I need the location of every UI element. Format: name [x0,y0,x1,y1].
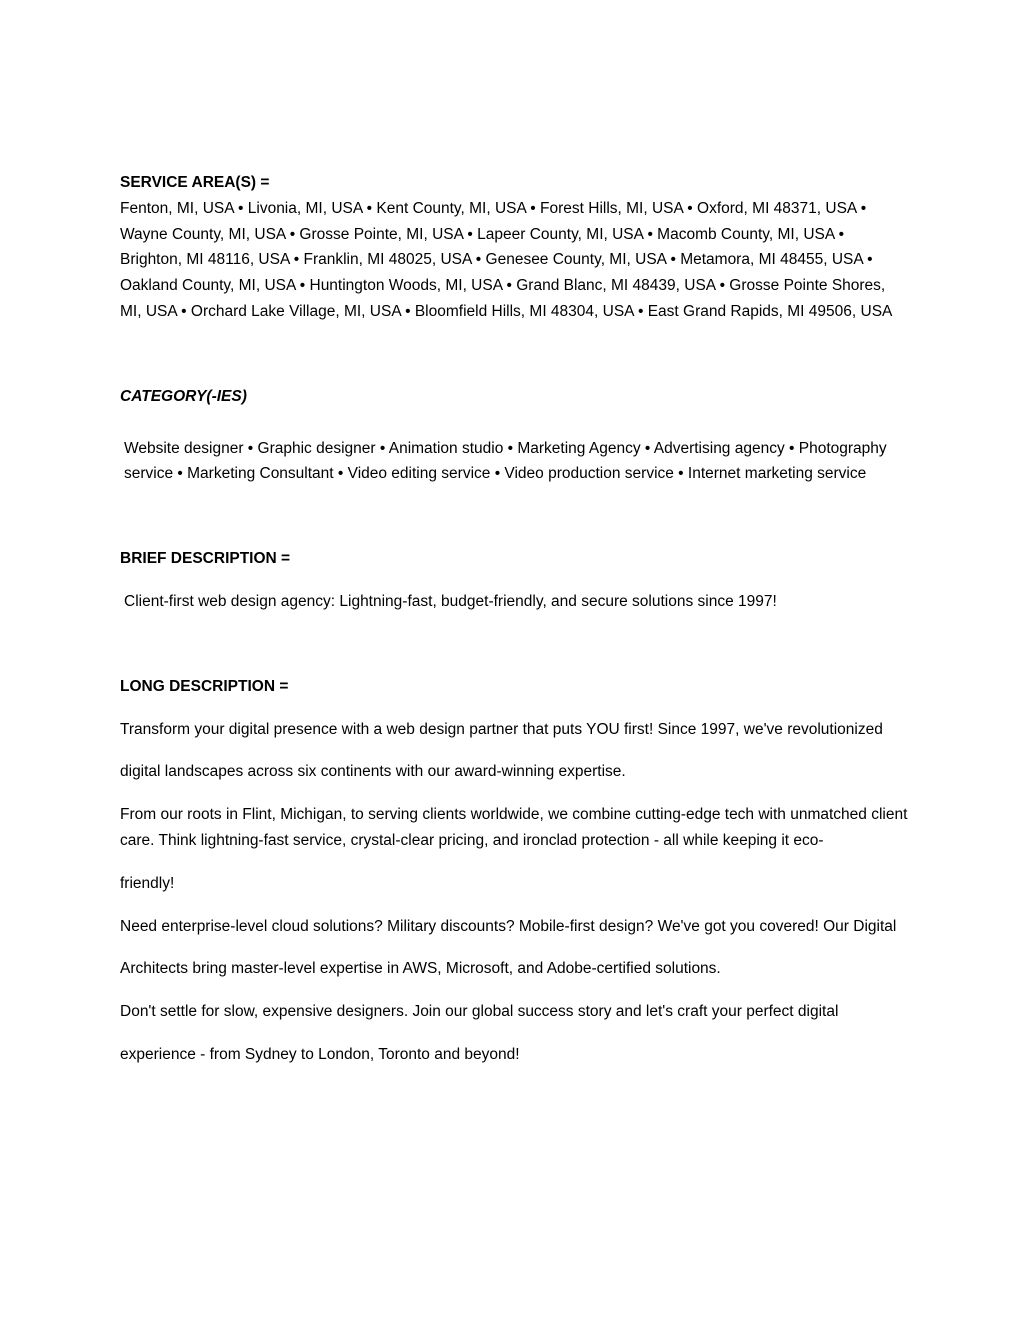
document-content [120,170,910,1068]
long-description-paragraph: experience - from Sydney to London, Toronto and beyond! [120,1045,520,1063]
service-area-section [120,170,910,325]
long-description-paragraph: Don't settle for slow, expensive designers. Join our global success story and let's craft your perfect digital [120,1003,839,1021]
long-description-paragraph: Transform your digital presence with a web design partner that puts YOU first! Since 1997, we've revolutionized [120,720,883,738]
long-description-section [120,674,910,1068]
service-area-heading: SERVICE AREA(S) = [120,174,270,191]
category-text: Website designer • Graphic designer • Animation studio • Marketing Agency • Advertising agency • Photography service • Marketing Consultant • Video editing service • Video production service • Internet marketing service [124,439,887,483]
brief-description-heading: BRIEF DESCRIPTION = [120,550,291,568]
service-area-text: Fenton, MI, USA • Livonia, MI, USA • Kent County, MI, USA • Forest Hills, MI, USA • Oxford, MI 48371, USA • Wayne County, MI, USA • Grosse Pointe, MI, USA • Lapeer County, MI, USA • Macomb County, MI, USA • Brighton, MI 48116, USA • Franklin, MI 48025, USA • Genesee County, MI, USA • Metamora, MI 48455, USA • Oakland County, MI, USA • Huntington Woods, MI, USA • Grand Blanc, MI 48439, USA • Grosse Pointe Shores, MI, USA • Orchard Lake Village, MI, USA • Bloomfield Hills, MI 48304, USA • East Grand Rapids, MI 49506, USA [120,199,893,320]
long-description-heading: LONG DESCRIPTION = [120,677,289,695]
long-description-paragraph: From our roots in Flint, Michigan, to serving clients worldwide, we combine cutting-edge tech with unmatched client care. Think lightning-fast service, crystal-clear pricing, and ironclad protection - all while keeping it eco- [120,806,908,849]
long-description-paragraph: digital landscapes across six continents with our award-winning expertise. [120,763,626,781]
category-heading: CATEGORY(-IES) [120,387,247,405]
long-description-paragraph: Need enterprise-level cloud solutions? Military discounts? Mobile-first design? We've got you covered! Our Digital [120,917,897,935]
category-section [120,384,910,487]
long-description-paragraph: friendly! [120,874,175,892]
long-description-paragraph: Architects bring master-level expertise in AWS, Microsoft, and Adobe-certified solutions. [120,960,721,978]
brief-description-text: Client-first web design agency: Lightning-fast, budget-friendly, and secure solutions since 1997! [124,592,777,610]
brief-description-section [120,546,910,615]
